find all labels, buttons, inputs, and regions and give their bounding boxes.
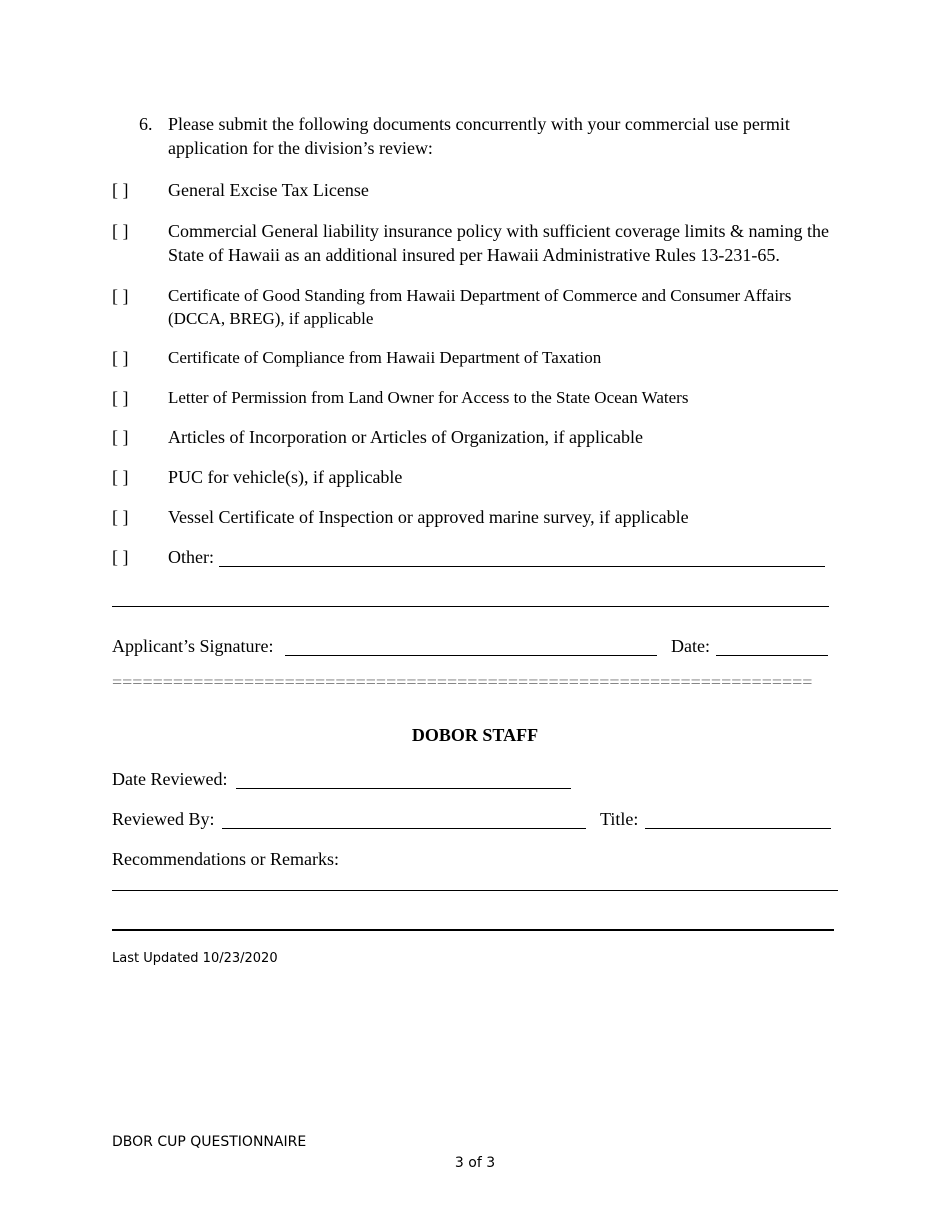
doc-general-excise: General Excise Tax License <box>168 180 369 200</box>
remarks-line-2[interactable] <box>112 929 834 931</box>
doc-liability-insurance: Commercial General liability insurance policy with sufficient coverage limits & naming the State of Hawaii as an additional insured per Hawaii Administrative Rules 13-231-65. <box>168 221 829 265</box>
applicant-date-line[interactable] <box>716 655 828 656</box>
doc-land-owner: Letter of Permission from Land Owner for Access to the State Ocean Waters <box>168 388 689 407</box>
staff-heading: DOBOR STAFF <box>411 725 539 745</box>
doc-vessel: Vessel Certificate of Inspection or approved marine survey, if applicable <box>168 507 689 527</box>
checkbox-puc[interactable]: [ ] <box>112 467 129 487</box>
section-separator: ===================================================================== <box>112 672 813 692</box>
doc-puc: PUC for vehicle(s), if applicable <box>168 467 403 487</box>
checkbox-general-excise[interactable]: [ ] <box>112 180 129 200</box>
question-number: 6. <box>139 114 153 134</box>
checkbox-other[interactable]: [ ] <box>112 547 129 567</box>
checkbox-land-owner[interactable]: [ ] <box>112 388 129 408</box>
checkbox-articles[interactable]: [ ] <box>112 427 129 447</box>
reviewed-by-line[interactable] <box>222 828 586 829</box>
checkbox-compliance[interactable]: [ ] <box>112 348 129 368</box>
last-updated: Last Updated 10/23/2020 <box>112 951 278 966</box>
title-label: Title: <box>600 809 639 829</box>
checkbox-good-standing[interactable]: [ ] <box>112 286 129 306</box>
date-reviewed-label: Date Reviewed: <box>112 769 228 789</box>
other-input-line[interactable] <box>219 566 825 567</box>
footer-form-name: DBOR CUP QUESTIONNAIRE <box>112 1134 307 1150</box>
applicant-date-label: Date: <box>671 636 710 656</box>
applicant-signature-label: Applicant’s Signature: <box>112 636 274 656</box>
doc-compliance: Certificate of Compliance from Hawaii Department of Taxation <box>168 348 602 367</box>
reviewed-by-label: Reviewed By: <box>112 809 215 829</box>
other-continuation-line[interactable] <box>112 606 829 607</box>
doc-articles: Articles of Incorporation or Articles of Organization, if applicable <box>168 427 644 447</box>
remarks-label: Recommendations or Remarks: <box>112 849 339 869</box>
title-line[interactable] <box>645 828 831 829</box>
question-text: Please submit the following documents concurrently with your commercial use permit application for the division’s review: <box>168 114 790 158</box>
remarks-line-1[interactable] <box>112 890 838 891</box>
doc-good-standing: Certificate of Good Standing from Hawaii Department of Commerce and Consumer Affairs (DCCA, BREG), if applicable <box>168 286 792 328</box>
applicant-signature-line[interactable] <box>285 655 657 656</box>
page-number: 3 of 3 <box>454 1155 496 1171</box>
checkbox-vessel[interactable]: [ ] <box>112 507 129 527</box>
other-label: Other: <box>168 547 214 567</box>
date-reviewed-line[interactable] <box>236 788 571 789</box>
checkbox-liability-insurance[interactable]: [ ] <box>112 221 129 241</box>
